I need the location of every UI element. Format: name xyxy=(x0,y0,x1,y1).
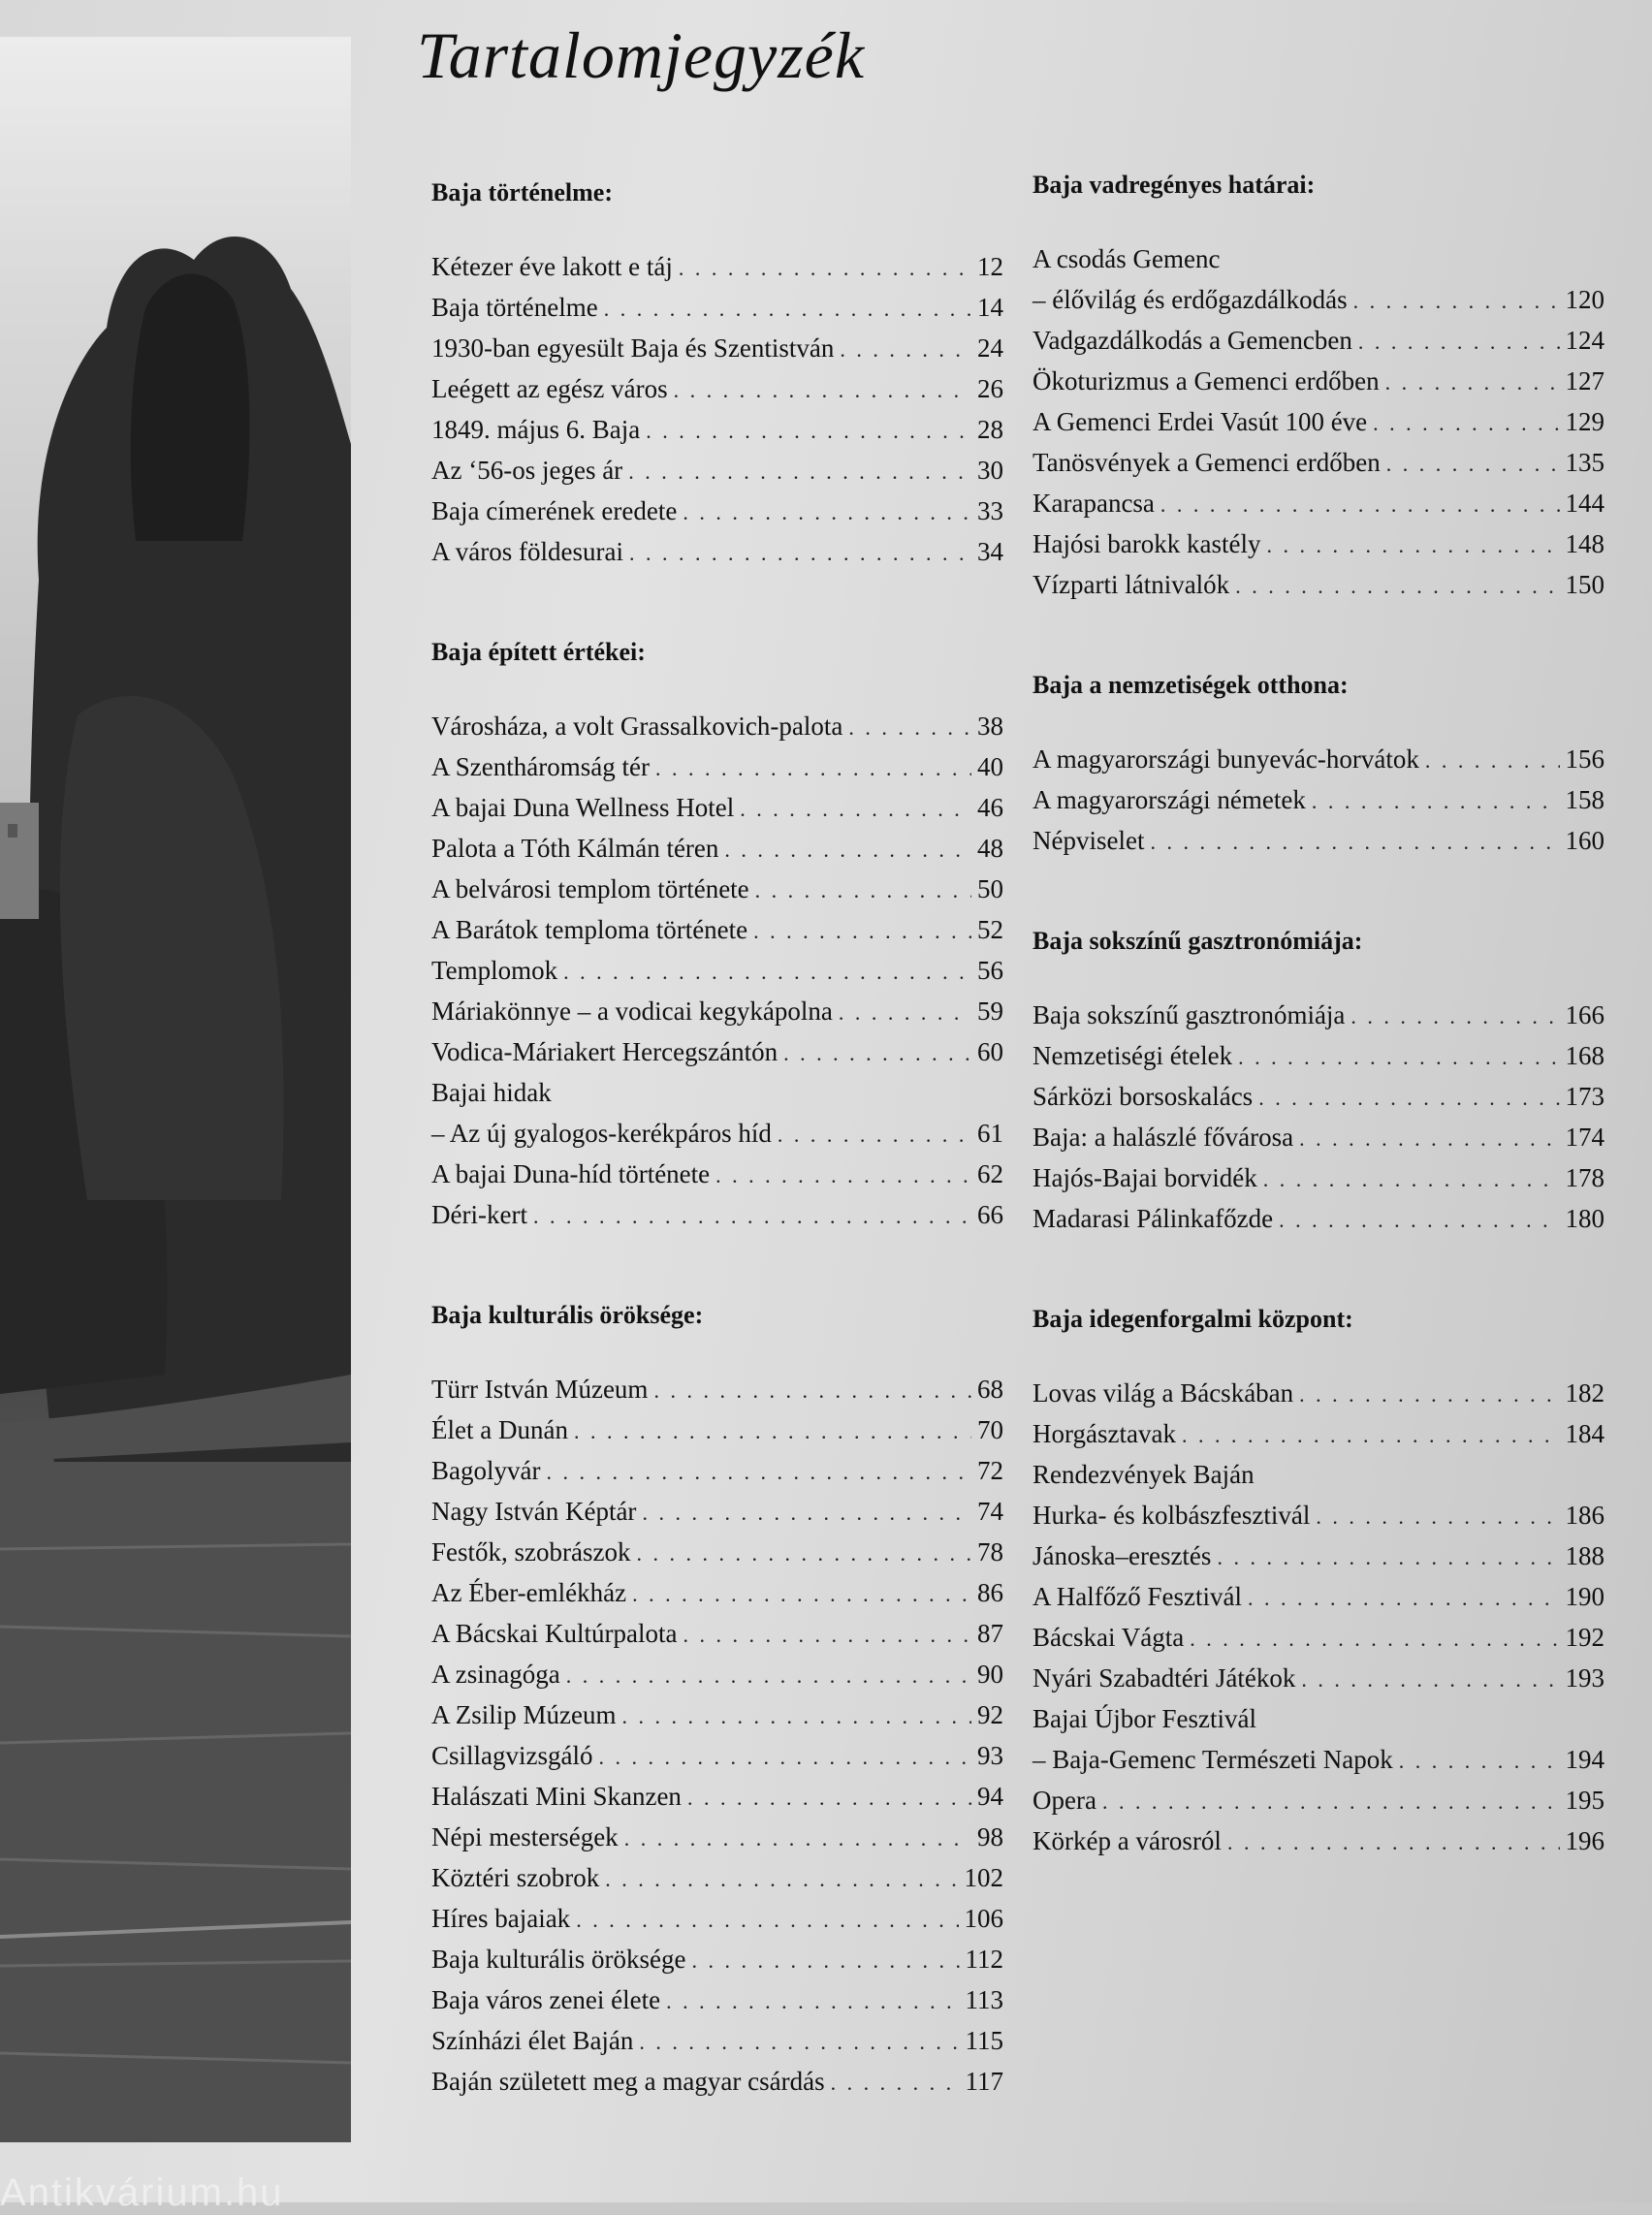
entry-page-number: 24 xyxy=(977,333,1003,363)
entry-title: Népi mesterségek xyxy=(431,1822,619,1851)
entry-page-number: 70 xyxy=(977,1415,1003,1444)
entry-title: Vodica-Máriakert Hercegszántón xyxy=(431,1037,778,1066)
toc-entry[interactable] xyxy=(431,1857,1003,1898)
toc-entry[interactable] xyxy=(431,1735,1003,1776)
dot-leader xyxy=(839,993,971,1033)
entry-title: Madarasi Pálinkafőzde xyxy=(1032,1204,1274,1233)
dot-leader xyxy=(1353,281,1560,322)
toc-entry[interactable] xyxy=(431,950,1003,991)
entry-title: Köztéri szobrok xyxy=(431,1863,600,1892)
dot-leader xyxy=(1350,997,1559,1037)
toc-entry[interactable] xyxy=(431,787,1003,828)
toc-entry[interactable] xyxy=(431,2061,1003,2102)
entry-title: Élet a Dunán xyxy=(431,1415,568,1444)
toc-entry[interactable] xyxy=(431,1613,1003,1654)
entry-title: A magyarországi németek xyxy=(1032,785,1306,814)
toc-left-column xyxy=(431,173,1003,2162)
dot-leader xyxy=(778,1115,971,1155)
toc-section xyxy=(1032,1299,1604,1861)
entry-title: Hajósi barokk kastély xyxy=(1032,529,1261,558)
tree-photo xyxy=(0,37,351,2142)
toc-entry[interactable] xyxy=(1032,442,1604,483)
toc-entry[interactable] xyxy=(431,706,1003,746)
entry-page-number: 86 xyxy=(977,1578,1003,1607)
entry-page-number: 61 xyxy=(977,1119,1003,1148)
section-heading: Baja épített értékei: xyxy=(431,638,646,666)
entry-title: A bajai Duna-híd története xyxy=(431,1159,711,1188)
toc-entry[interactable] xyxy=(1032,1576,1604,1617)
toc-entry[interactable] xyxy=(1032,1780,1604,1820)
entry-title: A Halfőző Fesztivál xyxy=(1032,1582,1242,1611)
toc-entry[interactable] xyxy=(431,450,1003,490)
entry-page-number: 193 xyxy=(1565,1663,1604,1693)
dot-leader xyxy=(642,1493,971,1534)
toc-entry[interactable] xyxy=(431,828,1003,869)
entry-title: Türr István Múzeum xyxy=(431,1375,649,1404)
toc-entry[interactable] xyxy=(431,1572,1003,1613)
entry-title: A Szentháromság tér xyxy=(431,752,650,781)
toc-entry[interactable] xyxy=(1032,1198,1604,1239)
dot-leader xyxy=(624,1819,971,1859)
dot-leader xyxy=(831,2063,960,2104)
toc-entry[interactable] xyxy=(431,1898,1003,1939)
dot-leader xyxy=(1299,1119,1559,1159)
entry-title: Nagy István Képtár xyxy=(431,1497,637,1526)
toc-entry[interactable] xyxy=(1032,1076,1604,1117)
entry-page-number: 115 xyxy=(965,2026,1003,2055)
dot-leader xyxy=(1190,1619,1559,1660)
toc-entry[interactable] xyxy=(1032,1658,1604,1698)
entry-title: Városháza, a volt Grassalkovich-palota xyxy=(431,712,843,741)
entry-page-number: 90 xyxy=(977,1660,1003,1689)
entry-page-number: 59 xyxy=(977,997,1003,1026)
dot-leader xyxy=(1385,363,1560,403)
toc-entry[interactable] xyxy=(1032,820,1604,861)
entry-title: 1930-ban egyesült Baja és Szentistván xyxy=(431,333,835,363)
toc-entry[interactable] xyxy=(1032,1035,1604,1076)
dot-leader xyxy=(724,830,971,870)
dot-leader xyxy=(1160,485,1560,525)
entry-title: Színházi élet Baján xyxy=(431,2026,634,2055)
toc-entry[interactable] xyxy=(431,1154,1003,1194)
toc-section xyxy=(431,632,1003,1235)
entry-title: Opera xyxy=(1032,1786,1096,1815)
entry-title: A Gemenci Erdei Vasút 100 éve xyxy=(1032,407,1368,436)
entry-title: Déri-kert xyxy=(431,1200,527,1229)
entry-page-number: 102 xyxy=(964,1863,1003,1892)
entry-title: Hajós-Bajai borvidék xyxy=(1032,1163,1257,1192)
dot-leader xyxy=(687,1778,971,1819)
toc-entry[interactable] xyxy=(1032,1454,1604,1495)
entry-title: A magyarországi bunyevác-horvátok xyxy=(1032,744,1419,774)
entry-page-number: 87 xyxy=(977,1619,1003,1648)
entry-page-number: 50 xyxy=(977,874,1003,903)
dot-leader xyxy=(755,870,971,911)
entry-title: A bajai Duna Wellness Hotel xyxy=(431,793,735,822)
entry-page-number: 173 xyxy=(1565,1082,1604,1111)
entry-title: Halászati Mini Skanzen xyxy=(431,1782,682,1811)
entry-title: Körkép a városról xyxy=(1032,1826,1222,1855)
entry-title: Bajai Újbor Fesztivál xyxy=(1032,1704,1256,1733)
toc-entry[interactable] xyxy=(1032,1413,1604,1454)
dot-leader xyxy=(1227,1822,1560,1863)
entry-page-number: 168 xyxy=(1565,1041,1604,1070)
dot-leader xyxy=(598,1737,971,1778)
entry-page-number: 156 xyxy=(1565,744,1604,774)
entry-page-number: 144 xyxy=(1565,489,1604,518)
entry-page-number: 180 xyxy=(1565,1204,1604,1233)
entry-title: A zsinagóga xyxy=(431,1660,560,1689)
toc-entry[interactable] xyxy=(431,991,1003,1031)
entry-title: Baja címerének eredete xyxy=(431,496,678,525)
dot-leader xyxy=(653,1371,971,1411)
toc-entry[interactable] xyxy=(1032,564,1604,605)
toc-entry[interactable] xyxy=(1032,1373,1604,1413)
dot-leader xyxy=(1301,1660,1559,1700)
dot-leader xyxy=(1217,1537,1559,1578)
dot-leader xyxy=(622,1696,972,1737)
entry-page-number: 68 xyxy=(977,1375,1003,1404)
entry-title: Bagolyvár xyxy=(431,1456,541,1485)
toc-right-column xyxy=(1032,165,1604,1921)
entry-title: Vízparti látnivalók xyxy=(1032,570,1230,599)
dot-leader xyxy=(1279,1200,1559,1241)
toc-entry[interactable] xyxy=(431,1031,1003,1072)
entry-title: A Bácskai Kultúrpalota xyxy=(431,1619,678,1648)
entry-page-number: 113 xyxy=(965,1985,1003,2014)
dot-leader xyxy=(1266,525,1559,566)
toc-entry[interactable] xyxy=(1032,238,1604,279)
entry-title: Templomok xyxy=(431,956,558,985)
toc-entry[interactable] xyxy=(431,1532,1003,1572)
dot-leader xyxy=(1425,741,1560,781)
entry-page-number: 66 xyxy=(977,1200,1003,1229)
dot-leader xyxy=(683,1615,971,1656)
entry-title: A csodás Gemenc xyxy=(1032,244,1221,273)
entry-page-number: 117 xyxy=(965,2067,1003,2096)
entry-page-number: 182 xyxy=(1565,1378,1604,1408)
dot-leader xyxy=(576,1900,958,1941)
entry-page-number: 188 xyxy=(1565,1541,1604,1570)
dot-leader xyxy=(753,911,971,952)
dot-leader xyxy=(574,1411,971,1452)
entry-page-number: 46 xyxy=(977,793,1003,822)
entry-page-number: 166 xyxy=(1565,1000,1604,1029)
toc-entry[interactable] xyxy=(1032,320,1604,361)
entry-title: Népviselet xyxy=(1032,826,1145,855)
entry-title: Leégett az egész város xyxy=(431,374,668,403)
toc-entry[interactable] xyxy=(1032,1157,1604,1198)
entry-title: Az ‘56-os jeges ár xyxy=(431,456,623,485)
entry-page-number: 62 xyxy=(977,1159,1003,1188)
entry-page-number: 112 xyxy=(965,1945,1003,1974)
entry-page-number: 40 xyxy=(977,752,1003,781)
toc-entry[interactable] xyxy=(431,287,1003,328)
dot-leader xyxy=(1102,1782,1560,1822)
dot-leader xyxy=(666,1981,959,2022)
toc-section xyxy=(1032,921,1604,1239)
toc-entry[interactable] xyxy=(1032,1117,1604,1157)
toc-entry[interactable] xyxy=(431,1450,1003,1491)
entry-title: Bácskai Vágta xyxy=(1032,1623,1185,1652)
entry-page-number: 93 xyxy=(977,1741,1003,1770)
dot-leader xyxy=(1386,444,1560,485)
toc-entry[interactable] xyxy=(431,1409,1003,1450)
toc-entry[interactable] xyxy=(1032,483,1604,523)
toc-entry[interactable] xyxy=(431,1113,1003,1154)
entry-title: Vadgazdálkodás a Gemencben xyxy=(1032,326,1352,355)
entry-title: Csillagvizsgáló xyxy=(431,1741,593,1770)
entry-page-number: 56 xyxy=(977,956,1003,985)
entry-page-number: 33 xyxy=(977,496,1003,525)
entry-page-number: 38 xyxy=(977,712,1003,741)
page-title: Tartalomjegyzék xyxy=(417,18,866,92)
entry-page-number: 135 xyxy=(1565,448,1604,477)
entry-title: Festők, szobrászok xyxy=(431,1537,631,1566)
toc-entry[interactable] xyxy=(1032,279,1604,320)
toc-entry[interactable] xyxy=(431,1979,1003,2020)
entry-title: Rendezvények Baján xyxy=(1032,1460,1255,1489)
entry-page-number: 106 xyxy=(964,1904,1003,1933)
toc-entry[interactable] xyxy=(1032,995,1604,1035)
dot-leader xyxy=(740,789,971,830)
dot-leader xyxy=(1263,1159,1560,1200)
entry-title: A Barátok temploma története xyxy=(431,915,748,944)
entry-page-number: 192 xyxy=(1565,1623,1604,1652)
dot-leader xyxy=(1248,1578,1560,1619)
entry-page-number: 160 xyxy=(1565,826,1604,855)
entry-title: Az Éber-emlékház xyxy=(431,1578,627,1607)
dot-leader xyxy=(546,1452,971,1493)
dot-leader xyxy=(1238,1037,1559,1078)
section-heading: Baja történelme: xyxy=(431,178,613,206)
toc-entry[interactable] xyxy=(431,368,1003,409)
dot-leader xyxy=(783,1033,971,1074)
entry-page-number: 98 xyxy=(977,1822,1003,1851)
entry-title: – élővilág és erdőgazdálkodás xyxy=(1032,285,1348,314)
dot-leader xyxy=(1312,781,1560,822)
toc-entry[interactable] xyxy=(431,1072,1003,1113)
dot-leader xyxy=(629,533,971,574)
entry-page-number: 194 xyxy=(1565,1745,1604,1774)
toc-entry[interactable] xyxy=(431,246,1003,287)
entry-page-number: 92 xyxy=(977,1700,1003,1729)
entry-title: Máriakönnye – a vodicai kegykápolna xyxy=(431,997,833,1026)
entry-title: Lovas világ a Bácskában xyxy=(1032,1378,1294,1408)
section-heading: Baja a nemzetiségek otthona: xyxy=(1032,671,1349,699)
toc-section xyxy=(1032,165,1604,605)
toc-entry[interactable] xyxy=(431,531,1003,572)
dot-leader xyxy=(679,248,971,289)
entry-page-number: 129 xyxy=(1565,407,1604,436)
dot-leader xyxy=(639,2022,959,2063)
toc-entry[interactable] xyxy=(1032,401,1604,442)
entry-title: A város földesurai xyxy=(431,537,623,566)
toc-entry[interactable] xyxy=(431,1817,1003,1857)
toc-entry[interactable] xyxy=(1032,1495,1604,1535)
dot-leader xyxy=(1358,322,1560,363)
entry-page-number: 30 xyxy=(977,456,1003,485)
toc-entry[interactable] xyxy=(431,1491,1003,1532)
toc-entry[interactable] xyxy=(1032,1535,1604,1576)
entry-page-number: 94 xyxy=(977,1782,1003,1811)
dot-leader xyxy=(715,1155,971,1196)
dot-leader xyxy=(848,708,971,748)
toc-entry[interactable] xyxy=(1032,1739,1604,1780)
entry-title: Jánoska–eresztés xyxy=(1032,1541,1212,1570)
entry-page-number: 78 xyxy=(977,1537,1003,1566)
toc-entry[interactable] xyxy=(431,1694,1003,1735)
tree-photo-graphic xyxy=(0,37,351,2142)
entry-page-number: 186 xyxy=(1565,1501,1604,1530)
entry-page-number: 26 xyxy=(977,374,1003,403)
entry-title: Bajai hidak xyxy=(431,1078,552,1107)
entry-page-number: 127 xyxy=(1565,366,1604,396)
dot-leader xyxy=(1258,1078,1559,1119)
toc-entry[interactable] xyxy=(431,328,1003,368)
entry-page-number: 150 xyxy=(1565,570,1604,599)
toc-entry[interactable] xyxy=(1032,1698,1604,1739)
toc-entry[interactable] xyxy=(431,1939,1003,1979)
dot-leader xyxy=(840,330,971,370)
entry-title: Baja kulturális öröksége xyxy=(431,1945,686,1974)
entry-page-number: 28 xyxy=(977,415,1003,444)
entry-title: Karapancsa xyxy=(1032,489,1155,518)
entry-title: Ökoturizmus a Gemenci erdőben xyxy=(1032,366,1380,396)
dot-leader xyxy=(1182,1415,1560,1456)
entry-title: Baja sokszínű gasztronómiája xyxy=(1032,1000,1346,1029)
watermark-text: Antikvárium.hu xyxy=(0,2171,284,2214)
dot-leader xyxy=(604,289,971,330)
entry-title: Baja: a halászlé fővárosa xyxy=(1032,1123,1294,1152)
dot-leader xyxy=(691,1941,959,1981)
entry-title: Nyári Szabadtéri Játékok xyxy=(1032,1663,1296,1693)
entry-page-number: 60 xyxy=(977,1037,1003,1066)
dot-leader xyxy=(1373,403,1559,444)
dot-leader xyxy=(1235,566,1559,607)
entry-page-number: 52 xyxy=(977,915,1003,944)
entry-page-number: 14 xyxy=(977,293,1003,322)
entry-page-number: 12 xyxy=(977,252,1003,281)
entry-title: Baja történelme xyxy=(431,293,598,322)
dot-leader xyxy=(683,492,971,533)
entry-title: Kétezer éve lakott e táj xyxy=(431,252,673,281)
toc-entry[interactable] xyxy=(431,869,1003,909)
entry-page-number: 178 xyxy=(1565,1163,1604,1192)
toc-entry[interactable] xyxy=(1032,1820,1604,1861)
toc-entry[interactable] xyxy=(431,1369,1003,1409)
dot-leader xyxy=(1150,822,1559,863)
dot-leader xyxy=(1399,1741,1560,1782)
toc-entry[interactable] xyxy=(431,746,1003,787)
toc-section xyxy=(431,173,1003,572)
section-heading: Baja idegenforgalmi központ: xyxy=(1032,1305,1353,1333)
toc-entry[interactable] xyxy=(1032,779,1604,820)
toc-entry[interactable] xyxy=(1032,1617,1604,1658)
entry-title: Nemzetiségi ételek xyxy=(1032,1041,1233,1070)
dot-leader xyxy=(1299,1375,1559,1415)
entry-title: 1849. május 6. Baja xyxy=(431,415,641,444)
entry-page-number: 158 xyxy=(1565,785,1604,814)
dot-leader xyxy=(674,370,971,411)
entry-page-number: 124 xyxy=(1565,326,1604,355)
entry-page-number: 120 xyxy=(1565,285,1604,314)
dot-leader xyxy=(636,1534,971,1574)
entry-page-number: 74 xyxy=(977,1497,1003,1526)
toc-entry[interactable] xyxy=(431,1654,1003,1694)
entry-title: – Baja-Gemenc Természeti Napok xyxy=(1032,1745,1393,1774)
toc-entry[interactable] xyxy=(431,409,1003,450)
entry-page-number: 148 xyxy=(1565,529,1604,558)
dot-leader xyxy=(566,1656,971,1696)
section-heading: Baja kulturális öröksége: xyxy=(431,1301,704,1329)
dot-leader xyxy=(533,1196,971,1237)
section-heading: Baja sokszínű gasztronómiája: xyxy=(1032,927,1363,955)
section-heading: Baja vadregényes határai: xyxy=(1032,171,1316,199)
entry-title: A Zsilip Múzeum xyxy=(431,1700,617,1729)
toc-entry[interactable] xyxy=(1032,739,1604,779)
entry-page-number: 190 xyxy=(1565,1582,1604,1611)
toc-entry[interactable] xyxy=(431,909,1003,950)
dot-leader xyxy=(605,1859,958,1900)
toc-entry[interactable] xyxy=(1032,523,1604,564)
dot-leader xyxy=(632,1574,971,1615)
entry-page-number: 174 xyxy=(1565,1123,1604,1152)
toc-entry[interactable] xyxy=(431,490,1003,531)
dot-leader xyxy=(655,748,971,789)
entry-title: Horgásztavak xyxy=(1032,1419,1176,1448)
entry-page-number: 48 xyxy=(977,834,1003,863)
entry-title: Hurka- és kolbászfesztivál xyxy=(1032,1501,1311,1530)
entry-title: Baján született meg a magyar csárdás xyxy=(431,2067,825,2096)
dot-leader xyxy=(646,411,971,452)
toc-entry[interactable] xyxy=(431,1194,1003,1235)
toc-section xyxy=(1032,665,1604,861)
toc-entry[interactable] xyxy=(431,2020,1003,2061)
entry-page-number: 34 xyxy=(977,537,1003,566)
toc-entry[interactable] xyxy=(1032,361,1604,401)
toc-entry[interactable] xyxy=(431,1776,1003,1817)
dot-leader xyxy=(1316,1497,1559,1537)
entry-page-number: 184 xyxy=(1565,1419,1604,1448)
dot-leader xyxy=(628,452,971,492)
entry-title: – Az új gyalogos-kerékpáros híd xyxy=(431,1119,772,1148)
entry-page-number: 72 xyxy=(977,1456,1003,1485)
dot-leader xyxy=(563,952,971,993)
entry-title: Palota a Tóth Kálmán téren xyxy=(431,834,719,863)
entry-page-number: 195 xyxy=(1565,1786,1604,1815)
entry-title: Sárközi borsoskalács xyxy=(1032,1082,1254,1111)
entry-title: A belvárosi templom története xyxy=(431,874,749,903)
entry-title: Baja város zenei élete xyxy=(431,1985,661,2014)
entry-page-number: 196 xyxy=(1565,1826,1604,1855)
toc-section xyxy=(431,1295,1003,2102)
entry-title: Híres bajaiak xyxy=(431,1904,571,1933)
entry-title: Tanösvények a Gemenci erdőben xyxy=(1032,448,1381,477)
